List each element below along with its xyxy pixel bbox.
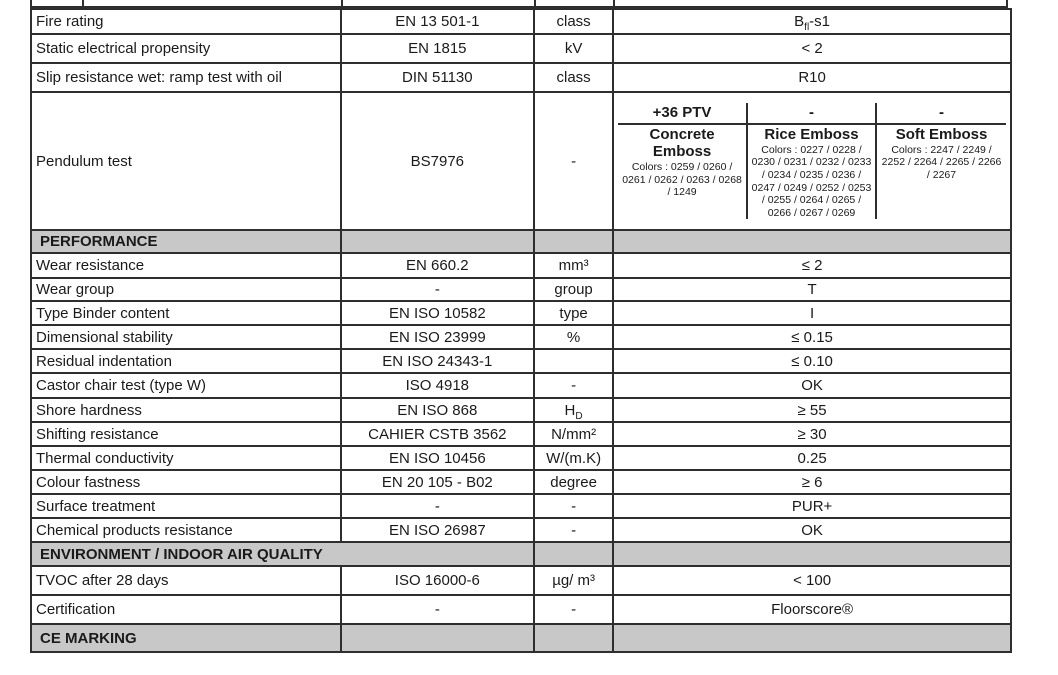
standard-cell: EN ISO 23999	[341, 325, 534, 349]
section-empty-cell	[534, 542, 613, 566]
value-cell	[613, 9, 1011, 34]
property-cell: Wear resistance	[31, 253, 341, 278]
property-cell: Pendulum test	[31, 92, 341, 230]
value-cell: T	[613, 278, 1011, 301]
table-row-surface-treatment	[31, 494, 1011, 518]
section-empty-cell	[613, 542, 1011, 566]
standard-cell: DIN 51130	[341, 63, 534, 92]
unit-cell: µg/ m³	[534, 566, 613, 595]
standard-cell: -	[341, 494, 534, 518]
property-cell: Certification	[31, 595, 341, 624]
section-empty-cell	[613, 230, 1011, 253]
standard-cell: BS7976	[341, 92, 534, 230]
standard-cell: EN ISO 24343-1	[341, 349, 534, 373]
emboss-colors: Colors : 0259 / 0260 / 0261 / 0262 / 0263 / 0268 / 1249	[622, 161, 742, 199]
section-empty-cell	[341, 230, 534, 253]
fire-class-rest: -s1	[809, 13, 831, 30]
standard-cell: EN 660.2	[341, 253, 534, 278]
table-row-colour-fastness	[31, 470, 1011, 494]
table-row-shifting-resistance	[31, 422, 1011, 446]
table-row-slip-resistance	[31, 63, 1011, 92]
value-cell: PUR+	[613, 494, 1011, 518]
concrete-emboss-cell	[618, 124, 747, 220]
section-empty-cell	[534, 624, 613, 652]
property-cell: Static electrical propensity	[31, 34, 341, 63]
cut-off-row-above	[30, 0, 1008, 8]
table-row-residual-indentation	[31, 349, 1011, 373]
standard-cell: EN ISO 10582	[341, 301, 534, 325]
value-cell: Floorscore®	[613, 595, 1011, 624]
unit-cell: type	[534, 301, 613, 325]
unit-cell: %	[534, 325, 613, 349]
value-cell: < 2	[613, 34, 1011, 63]
value-cell: ≤ 0.15	[613, 325, 1011, 349]
standard-cell: ISO 4918	[341, 373, 534, 398]
table-row-thermal-conductivity	[31, 446, 1011, 470]
soft-emboss-cell	[876, 124, 1006, 220]
ptv-header-cell: -	[747, 103, 876, 124]
property-cell: Slip resistance wet: ramp test with oil	[31, 63, 341, 92]
column-divider	[613, 0, 615, 8]
unit-cell: -	[534, 595, 613, 624]
unit-base: H	[564, 401, 576, 419]
property-cell: Shifting resistance	[31, 422, 341, 446]
section-empty-cell	[613, 624, 1011, 652]
standard-cell: CAHIER CSTB 3562	[341, 422, 534, 446]
value-cell: OK	[613, 373, 1011, 398]
property-cell: Chemical products resistance	[31, 518, 341, 542]
unit-cell	[534, 398, 613, 422]
unit-cell: class	[534, 63, 613, 92]
table-row-wear-group	[31, 278, 1011, 301]
emboss-title: Soft Emboss	[895, 125, 988, 143]
section-empty-cell	[341, 624, 534, 652]
unit-cell: kV	[534, 34, 613, 63]
unit-cell: group	[534, 278, 613, 301]
property-cell: Dimensional stability	[31, 325, 341, 349]
table-row-type-binder	[31, 301, 1011, 325]
table-row-wear-resistance	[31, 253, 1011, 278]
standard-cell: EN 13 501-1	[341, 9, 534, 34]
section-label: ENVIRONMENT / INDOOR AIR QUALITY	[31, 542, 534, 566]
unit-cell: mm³	[534, 253, 613, 278]
section-header-ce-marking	[31, 624, 1011, 652]
rice-emboss-cell	[747, 124, 876, 220]
property-cell: Residual indentation	[31, 349, 341, 373]
property-cell: Shore hardness	[31, 398, 341, 422]
unit-cell: N/mm²	[534, 422, 613, 446]
unit-cell: -	[534, 494, 613, 518]
standard-cell: EN ISO 26987	[341, 518, 534, 542]
pendulum-subtable	[618, 103, 1006, 220]
standard-cell: EN ISO 868	[341, 398, 534, 422]
property-cell: Castor chair test (type W)	[31, 373, 341, 398]
unit-cell: -	[534, 373, 613, 398]
section-label: CE MARKING	[31, 624, 341, 652]
table-row-pendulum-test	[31, 92, 1011, 230]
value-cell: I	[613, 301, 1011, 325]
property-cell: Wear group	[31, 278, 341, 301]
fire-class-subscript: fl	[804, 22, 810, 33]
unit-cell: class	[534, 9, 613, 34]
table-row-shore-hardness	[31, 398, 1011, 422]
value-cell: R10	[613, 63, 1011, 92]
section-empty-cell	[534, 230, 613, 253]
standard-cell: EN ISO 10456	[341, 446, 534, 470]
spec-table	[30, 8, 1012, 653]
standard-cell: EN 20 105 - B02	[341, 470, 534, 494]
unit-cell	[534, 349, 613, 373]
unit-cell: -	[534, 92, 613, 230]
property-cell: Fire rating	[31, 9, 341, 34]
standard-cell: EN 1815	[341, 34, 534, 63]
value-cell: ≤ 0.10	[613, 349, 1011, 373]
pendulum-subtable-content-row	[618, 124, 1006, 220]
table-row-fire-rating	[31, 9, 1011, 34]
section-header-environment	[31, 542, 1011, 566]
property-cell: Colour fastness	[31, 470, 341, 494]
table-row-dimensional-stability	[31, 325, 1011, 349]
table-row-static-electrical	[31, 34, 1011, 63]
section-label: PERFORMANCE	[31, 230, 341, 253]
section-header-performance	[31, 230, 1011, 253]
ptv-header-cell: -	[876, 103, 1006, 124]
ptv-header-cell: +36 PTV	[618, 103, 747, 124]
table-row-castor-chair	[31, 373, 1011, 398]
pendulum-value-cell	[613, 92, 1011, 230]
property-cell: Type Binder content	[31, 301, 341, 325]
value-cell: ≥ 55	[613, 398, 1011, 422]
emboss-colors: Colors : 2247 / 2249 / 2252 / 2264 / 2265 / 2266 / 2267	[881, 143, 1002, 182]
value-cell: ≤ 2	[613, 253, 1011, 278]
column-divider	[534, 0, 536, 8]
pendulum-subtable-header-row	[618, 103, 1006, 124]
property-cell: Thermal conductivity	[31, 446, 341, 470]
value-cell: < 100	[613, 566, 1011, 595]
emboss-title: Rice Emboss	[764, 125, 859, 143]
property-cell: Surface treatment	[31, 494, 341, 518]
value-cell: ≥ 30	[613, 422, 1011, 446]
standard-cell: -	[341, 595, 534, 624]
value-cell: 0.25	[613, 446, 1011, 470]
column-divider	[82, 0, 84, 8]
table-row-chemical-resistance	[31, 518, 1011, 542]
unit-subscript: D	[575, 410, 583, 422]
value-cell: ≥ 6	[613, 470, 1011, 494]
standard-cell: ISO 16000-6	[341, 566, 534, 595]
table-row-tvoc	[31, 566, 1011, 595]
property-cell: TVOC after 28 days	[31, 566, 341, 595]
value-cell: OK	[613, 518, 1011, 542]
table-row-certification	[31, 595, 1011, 624]
unit-cell: W/(m.K)	[534, 446, 613, 470]
standard-cell: -	[341, 278, 534, 301]
unit-cell: -	[534, 518, 613, 542]
fire-class-base: B	[794, 13, 805, 30]
emboss-colors: Colors : 0227 / 0228 / 0230 / 0231 / 0232 / 0233 / 0234 / 0235 / 0236 / 0247 / 0249 / 0252 / 0253 / 0255 / 0264 / 0265 / 0266 / 0267 / 0269	[751, 143, 872, 219]
unit-cell: degree	[534, 470, 613, 494]
emboss-title: Concrete Emboss	[649, 125, 715, 160]
column-divider	[341, 0, 343, 8]
